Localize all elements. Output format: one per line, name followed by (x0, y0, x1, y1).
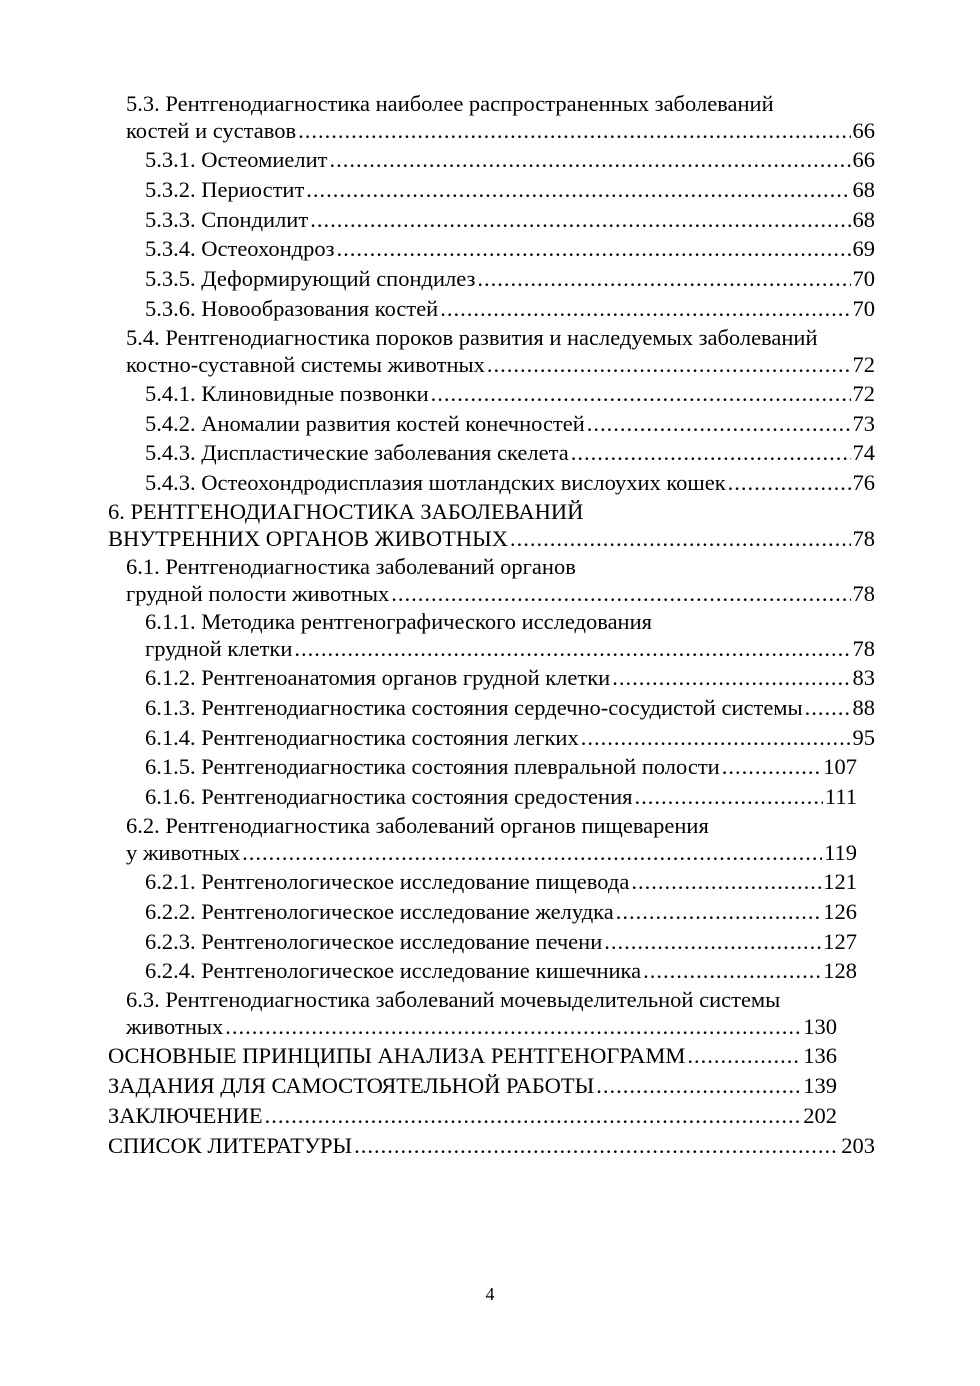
dot-leader (225, 1013, 801, 1041)
toc-entry-title: 6.1.4. Рентгенодиагностика состояния легких (145, 724, 579, 750)
dot-leader (431, 379, 851, 409)
toc-entry (0, 1101, 980, 1131)
toc-entry-row (0, 693, 980, 723)
toc-entry-page: 68 (852, 176, 875, 202)
toc-entry-title: 6.2.2. Рентгенологическое исследование желудка (145, 898, 614, 924)
toc-entry-heading-line: 6. РЕНТГЕНОДИАГНОСТИКА ЗАБОЛЕВАНИЙ (108, 498, 584, 524)
toc-entry-row (0, 1041, 980, 1071)
toc-entry (0, 438, 980, 468)
toc-entry-heading-line: 5.4. Рентгенодиагностика пороков развития и наследуемых заболеваний (126, 324, 818, 350)
toc-entry-row (0, 379, 980, 409)
toc-entry-page: 68 (852, 206, 875, 232)
toc-entry-title: 5.3.6. Новообразования костей (145, 295, 439, 321)
toc-entry-page: 72 (852, 351, 875, 377)
toc-entry-title: грудной клетки (145, 635, 293, 661)
toc-entry-page: 78 (852, 525, 875, 551)
toc-entry (0, 324, 980, 379)
toc-entry-row (0, 175, 980, 205)
toc-entry (0, 812, 980, 867)
toc-entry (0, 553, 980, 608)
toc-entry-row (0, 264, 980, 294)
toc-entry-page: 126 (823, 898, 857, 924)
toc-entry (0, 867, 980, 897)
toc-entry-title: 6.2.4. Рентгенологическое исследование кишечника (145, 958, 642, 984)
toc-entry (0, 782, 980, 812)
dot-leader (298, 117, 850, 145)
toc-entry (0, 234, 980, 264)
toc-entry-page: 121 (823, 868, 857, 894)
dot-leader (604, 927, 821, 957)
dot-leader (487, 351, 851, 379)
toc-entry (0, 175, 980, 205)
toc-entry (0, 986, 980, 1041)
toc-entry-heading-line: 6.1. Рентгенодиагностика заболеваний органов (126, 553, 576, 579)
toc-entry-page: 88 (852, 694, 875, 720)
toc-entry-title: грудной полости животных (126, 580, 390, 606)
dot-leader (477, 264, 850, 294)
toc-entry-page: 107 (823, 754, 857, 780)
dot-leader (581, 723, 851, 753)
toc-entry (0, 752, 980, 782)
dot-leader (294, 635, 850, 663)
toc-entry (0, 90, 980, 145)
toc-entry-page: 74 (852, 440, 875, 466)
dot-leader (310, 205, 850, 235)
dot-leader (612, 663, 850, 693)
toc-entry-title: 5.4.2. Аномалии развития костей конечностей (145, 410, 585, 436)
toc-entry-title: ВНУТРЕННИХ ОРГАНОВ ЖИВОТНЫХ (108, 525, 509, 551)
toc-entry-page: 78 (852, 635, 875, 661)
toc-entry-title: ОСНОВНЫЕ ПРИНЦИПЫ АНАЛИЗА РЕНТГЕНОГРАММ (108, 1043, 686, 1069)
toc-entry-title: 6.1.5. Рентгенодиагностика состояния плевральной полости (145, 754, 720, 780)
toc-entry-page: 70 (852, 266, 875, 292)
dot-leader (687, 1041, 801, 1071)
toc-entry-title: 5.3.4. Остеохондроз (145, 236, 335, 262)
toc-entry (0, 468, 980, 498)
toc-entry (0, 264, 980, 294)
dot-leader (571, 438, 851, 468)
toc-entry-title: 5.4.3. Диспластические заболевания скелета (145, 440, 569, 466)
toc-entry-row (0, 1013, 980, 1041)
toc-entry (0, 693, 980, 723)
toc-entry-heading-line: 6.3. Рентгенодиагностика заболеваний мочевыделительной системы (126, 987, 781, 1013)
toc-entry-page: 76 (852, 470, 875, 496)
dot-leader (616, 897, 822, 927)
toc-entry (0, 409, 980, 439)
dot-leader (265, 1101, 802, 1131)
dot-leader (728, 468, 851, 498)
toc-entry-title: 5.3.3. Спондилит (145, 206, 309, 232)
dot-leader (805, 693, 851, 723)
dot-leader (242, 839, 822, 867)
toc-entry-heading-line: 6.1.1. Методика рентгенографического исследования (145, 608, 652, 634)
toc-entry-title: костей и суставов (126, 118, 297, 143)
dot-leader (722, 752, 822, 782)
toc-entry-row (0, 956, 980, 986)
toc-entry (0, 927, 980, 957)
toc-entry (0, 1071, 980, 1101)
toc-entry (0, 663, 980, 693)
toc-entry (0, 723, 980, 753)
toc-entry-page: 78 (852, 580, 875, 606)
table-of-contents (0, 90, 980, 1160)
toc-entry-row (0, 927, 980, 957)
toc-entry-page: 136 (803, 1043, 837, 1069)
toc-entry-row (0, 234, 980, 264)
page-number: 4 (485, 1284, 495, 1304)
toc-entry-row (0, 1131, 980, 1161)
toc-entry-page: 111 (824, 784, 857, 810)
toc-entry-title: у животных (126, 839, 241, 865)
toc-entry-heading-line: 5.3. Рентгенодиагностика наиболее распространенных заболеваний (126, 91, 774, 116)
dot-leader (587, 409, 851, 439)
toc-entry-title: ЗАДАНИЯ ДЛЯ САМОСТОЯТЕЛЬНОЙ РАБОТЫ (108, 1072, 595, 1098)
toc-entry-page: 127 (823, 928, 857, 954)
toc-entry-title: животных (126, 1014, 224, 1040)
toc-entry-row (0, 409, 980, 439)
toc-entry-title: костно-суставной системы животных (126, 351, 485, 377)
toc-entry (0, 897, 980, 927)
toc-entry-row (0, 635, 980, 663)
dot-leader (643, 956, 821, 986)
toc-entry-row (0, 525, 980, 553)
toc-entry-row (0, 294, 980, 324)
dot-leader (631, 867, 821, 897)
toc-entry-page: 119 (824, 839, 857, 865)
toc-entry (0, 1041, 980, 1071)
toc-entry-page: 95 (852, 724, 875, 750)
dot-leader (634, 782, 822, 812)
toc-entry-page: 69 (852, 236, 875, 262)
toc-entry-title: 5.4.3. Остеохондродисплазия шотландских вислоухих кошек (145, 470, 726, 496)
dot-leader (440, 294, 850, 324)
toc-entry (0, 608, 980, 663)
toc-entry-title: 6.1.2. Рентгеноанатомия органов грудной клетки (145, 664, 611, 690)
toc-entry-row (0, 723, 980, 753)
toc-entry-row (0, 782, 980, 812)
toc-entry-page: 139 (803, 1072, 837, 1098)
toc-entry-page: 128 (823, 958, 857, 984)
toc-entry-row (0, 1071, 980, 1101)
toc-entry-title: 6.2.3. Рентгенологическое исследование печени (145, 928, 603, 954)
toc-entry-page: 130 (803, 1014, 837, 1040)
toc-entry-page: 73 (852, 410, 875, 436)
toc-entry-row (0, 752, 980, 782)
toc-entry-row (0, 205, 980, 235)
toc-entry-title: СПИСОК ЛИТЕРАТУРЫ (108, 1132, 353, 1158)
toc-entry (0, 379, 980, 409)
toc-entry-page: 66 (852, 147, 875, 172)
toc-entry-title: 6.1.6. Рентгенодиагностика состояния средостения (145, 784, 633, 810)
toc-entry-page: 202 (803, 1102, 837, 1128)
toc-entry-page: 83 (852, 664, 875, 690)
toc-entry (0, 1131, 980, 1161)
dot-leader (354, 1131, 839, 1161)
toc-entry-page: 203 (841, 1132, 875, 1158)
toc-entry-title: 5.4.1. Клиновидные позвонки (145, 380, 429, 406)
toc-entry-row (0, 839, 980, 867)
toc-entry-row (0, 117, 980, 145)
dot-leader (510, 525, 850, 553)
toc-entry-page: 72 (852, 380, 875, 406)
toc-entry-row (0, 897, 980, 927)
toc-entry-row (0, 580, 980, 608)
toc-entry-row (0, 145, 980, 175)
toc-entry-title: 5.3.1. Остеомиелит (145, 147, 328, 172)
toc-entry-row (0, 351, 980, 379)
dot-leader (330, 145, 851, 175)
dot-leader (337, 234, 851, 264)
toc-entry-title: 5.3.5. Деформирующий спондилез (145, 266, 476, 292)
toc-entry-title: ЗАКЛЮЧЕНИЕ (108, 1102, 263, 1128)
toc-entry-title: 6.2.1. Рентгенологическое исследование пищевода (145, 868, 630, 894)
toc-entry (0, 294, 980, 324)
toc-entry (0, 205, 980, 235)
toc-entry-row (0, 438, 980, 468)
toc-entry (0, 145, 980, 175)
toc-entry-title: 5.3.2. Периостит (145, 176, 305, 202)
toc-entry-page: 66 (852, 118, 875, 143)
toc-entry-heading-line: 6.2. Рентгенодиагностика заболеваний органов пищеварения (126, 812, 709, 838)
toc-entry-row (0, 663, 980, 693)
toc-entry-row (0, 1101, 980, 1131)
toc-entry-title: 6.1.3. Рентгенодиагностика состояния сердечно-сосудистой системы (145, 694, 803, 720)
toc-entry (0, 956, 980, 986)
dot-leader (596, 1071, 801, 1101)
toc-entry (0, 498, 980, 553)
toc-entry-page: 70 (852, 295, 875, 321)
toc-entry-row (0, 867, 980, 897)
dot-leader (306, 175, 850, 205)
dot-leader (391, 580, 850, 608)
toc-entry-row (0, 468, 980, 498)
